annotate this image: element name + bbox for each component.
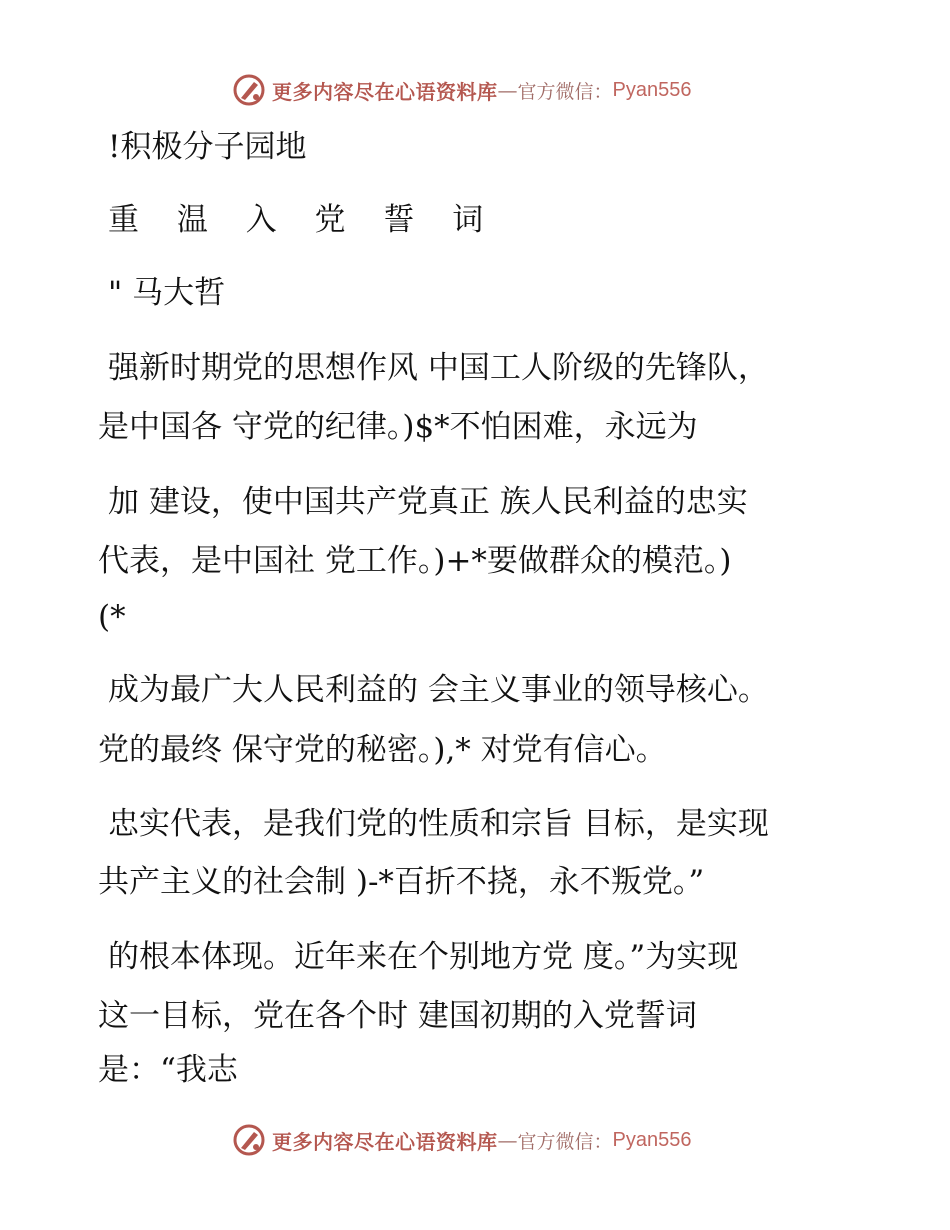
watermark-sub-text: 官方微信： bbox=[517, 80, 613, 103]
text-line: 忠实代表，是我们党的性质和宗旨 目标，是实现 bbox=[108, 806, 769, 842]
watermark-wechat-id: Pyan556 bbox=[612, 78, 692, 101]
pen-seal-icon bbox=[232, 1123, 266, 1157]
text-line: 的根本体现。近年来在个别地方党 度。”为实现 bbox=[108, 939, 739, 975]
text-line: 这一目标，党在各个时 建国初期的入党誓词 bbox=[98, 998, 697, 1034]
section-heading: !积极分子园地 bbox=[108, 129, 307, 165]
text-line: (* bbox=[98, 599, 126, 635]
article-title: 重 温 入 党 誓 词 bbox=[108, 202, 498, 238]
text-line: 强新时期党的思想作风 中国工人阶级的先锋队， bbox=[108, 350, 769, 386]
watermark-header bbox=[232, 70, 752, 110]
text-line: 成为最广大人民利益的 会主义事业的领导核心。 bbox=[108, 672, 769, 708]
text-line: 党的最终 保守党的秘密。),* 对党有信心。 bbox=[98, 732, 667, 768]
watermark-footer bbox=[232, 1120, 752, 1160]
watermark-main-text: 更多内容尽在心语资料库 bbox=[272, 79, 498, 104]
pen-seal-icon bbox=[232, 73, 266, 107]
text-line: 是：“我志 bbox=[98, 1052, 238, 1088]
watermark-main-text: 更多内容尽在心语资料库 bbox=[272, 1129, 498, 1154]
watermark-wechat-id: Pyan556 bbox=[612, 1128, 692, 1151]
text-line: 共产主义的社会制 )-*百折不挠，永不叛党。” bbox=[98, 864, 705, 900]
article-author: " 马大哲 bbox=[108, 275, 226, 311]
text-line: 加 建设，使中国共产党真正 族人民利益的忠实 bbox=[108, 484, 748, 520]
watermark-separator: — bbox=[497, 1128, 518, 1152]
watermark-separator: — bbox=[497, 78, 518, 102]
text-line: 代表，是中国社 党工作。)+*要做群众的模范。) bbox=[98, 543, 732, 579]
watermark-sub-text: 官方微信： bbox=[517, 1130, 613, 1153]
text-line: 是中国各 守党的纪律。)$*不怕困难，永远为 bbox=[98, 409, 698, 445]
